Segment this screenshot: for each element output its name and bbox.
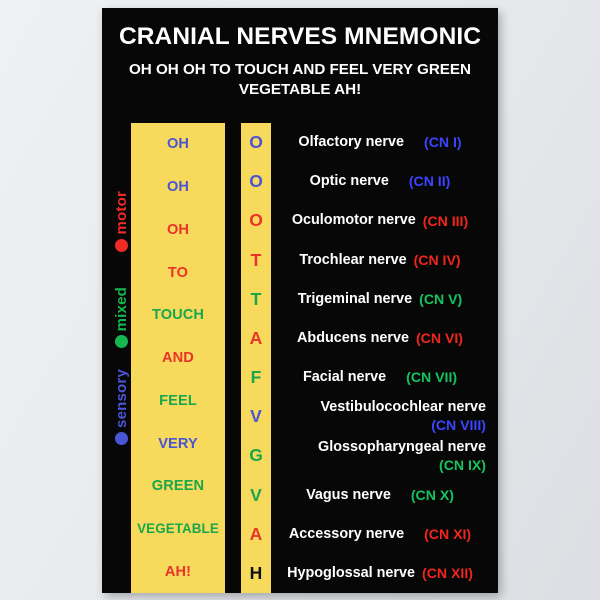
nerve-name: Facial nerve bbox=[302, 369, 387, 386]
mnemonic-word: VERY bbox=[158, 435, 198, 452]
mnemonic-letter-cell bbox=[241, 123, 271, 162]
cranial-nerves-poster bbox=[102, 8, 498, 593]
nerve-row bbox=[274, 515, 492, 554]
mnemonic-words-column bbox=[131, 123, 225, 593]
mnemonic-word: TO bbox=[167, 264, 189, 281]
mnemonic-word-cell bbox=[131, 508, 225, 551]
mnemonic-letter-cell bbox=[241, 515, 271, 554]
nerve-row bbox=[274, 241, 492, 280]
mnemonic-word: FEEL bbox=[159, 392, 197, 409]
nerve-number: (CN XI) bbox=[424, 525, 472, 542]
nerve-row bbox=[274, 201, 492, 240]
mnemonic-letter-cell bbox=[241, 358, 271, 397]
mnemonic-word: OH bbox=[166, 136, 190, 153]
mnemonic-letter: A bbox=[249, 327, 263, 348]
mnemonic-letter: F bbox=[250, 367, 262, 388]
mnemonic-word: OH bbox=[166, 221, 190, 238]
nerve-name: Accessory nerve bbox=[288, 525, 405, 542]
mnemonic-letter: V bbox=[250, 406, 262, 427]
nerve-name: Optic nerve bbox=[309, 173, 389, 190]
nerve-name: Glossopharyngeal nerve bbox=[318, 438, 486, 455]
nerve-name: Vestibulocochlear nerve bbox=[320, 399, 486, 416]
nerve-number: (CN XII) bbox=[422, 565, 473, 582]
mnemonic-word: VEGETABLE bbox=[137, 521, 219, 537]
nerve-row bbox=[274, 554, 492, 593]
nerve-number: (CN III) bbox=[422, 212, 469, 229]
page-title: CRANIAL NERVES MNEMONIC bbox=[118, 23, 482, 50]
nerve-number: (CN V) bbox=[419, 290, 463, 307]
poster-body bbox=[102, 115, 498, 593]
nerve-name: Olfactory nerve bbox=[298, 134, 404, 151]
mnemonic-letter-cell bbox=[241, 280, 271, 319]
mnemonic-word-cell bbox=[131, 294, 225, 337]
legend-item-label: motor bbox=[112, 191, 130, 235]
nerve-name: Vagus nerve bbox=[306, 486, 391, 503]
legend-dot-icon bbox=[115, 335, 128, 348]
mnemonic-word: GREEN bbox=[151, 478, 205, 495]
mnemonic-word-cell bbox=[131, 208, 225, 251]
mnemonic-word: AH! bbox=[164, 563, 192, 580]
mnemonic-word-cell bbox=[131, 251, 225, 294]
mnemonic-letter-cell bbox=[241, 436, 271, 475]
nerve-row bbox=[274, 397, 492, 436]
nerve-name: Trigeminal nerve bbox=[297, 290, 413, 307]
nerve-name: Trochlear nerve bbox=[299, 251, 407, 268]
mnemonic-letter: G bbox=[249, 445, 263, 466]
mnemonic-letter-cell bbox=[241, 397, 271, 436]
mnemonic-letter: T bbox=[250, 288, 262, 309]
mnemonic-letter-cell bbox=[241, 162, 271, 201]
nerve-number: (CN IX) bbox=[439, 456, 486, 473]
mnemonic-word-cell bbox=[131, 550, 225, 593]
mnemonic-letter: O bbox=[249, 171, 263, 192]
nerve-row bbox=[274, 358, 492, 397]
mnemonic-letter-cell bbox=[241, 319, 271, 358]
nerve-row bbox=[274, 123, 492, 162]
legend-dot-icon bbox=[115, 432, 128, 445]
nerve-name: Hypoglossal nerve bbox=[287, 564, 416, 581]
legend-item-label: sensory bbox=[112, 369, 130, 428]
nerve-row bbox=[274, 162, 492, 201]
mnemonic-word: OH bbox=[166, 179, 190, 196]
poster-subtitle: OH OH OH TO TOUCH AND FEEL VERY GREEN VEGETABLE AH! bbox=[128, 60, 472, 98]
nerve-row bbox=[274, 319, 492, 358]
mnemonic-letter-cell bbox=[241, 554, 271, 593]
legend-item-label: mixed bbox=[112, 287, 130, 332]
legend-dot-icon bbox=[115, 239, 128, 252]
mnemonic-letter: T bbox=[250, 249, 262, 270]
mnemonic-word-cell bbox=[131, 422, 225, 465]
nerve-number: (CN VIII) bbox=[431, 417, 486, 434]
mnemonic-word-cell bbox=[131, 379, 225, 422]
nerve-name: Oculomotor nerve bbox=[291, 212, 416, 229]
mnemonic-word-cell bbox=[131, 337, 225, 380]
nerve-number: (CN X) bbox=[410, 486, 454, 503]
nerve-number: (CN II) bbox=[408, 173, 451, 190]
nerve-number: (CN VII) bbox=[406, 369, 458, 386]
nerve-number: (CN I) bbox=[424, 134, 462, 151]
mnemonic-letter: A bbox=[249, 523, 263, 544]
mnemonic-letter: O bbox=[249, 132, 263, 153]
mnemonic-letter-cell bbox=[241, 241, 271, 280]
mnemonic-letter-cell bbox=[241, 201, 271, 240]
mnemonic-letter: H bbox=[249, 562, 263, 583]
nerve-list bbox=[274, 123, 492, 593]
poster-header bbox=[102, 8, 498, 104]
mnemonic-word-cell bbox=[131, 465, 225, 508]
mnemonic-word: TOUCH bbox=[151, 307, 205, 324]
nerve-number: (CN IV) bbox=[413, 251, 461, 268]
nerve-row bbox=[274, 280, 492, 319]
nerve-row bbox=[274, 476, 492, 515]
nerve-name: Abducens nerve bbox=[297, 329, 409, 346]
mnemonic-letters-column bbox=[241, 123, 271, 593]
mnemonic-letter-cell bbox=[241, 476, 271, 515]
nerve-row bbox=[274, 436, 492, 475]
mnemonic-word-cell bbox=[131, 123, 225, 166]
mnemonic-letter: V bbox=[250, 484, 262, 505]
mnemonic-word: AND bbox=[162, 350, 194, 367]
nerve-number: (CN VI) bbox=[415, 330, 463, 347]
mnemonic-letter: O bbox=[249, 210, 263, 231]
mnemonic-word-cell bbox=[131, 166, 225, 209]
